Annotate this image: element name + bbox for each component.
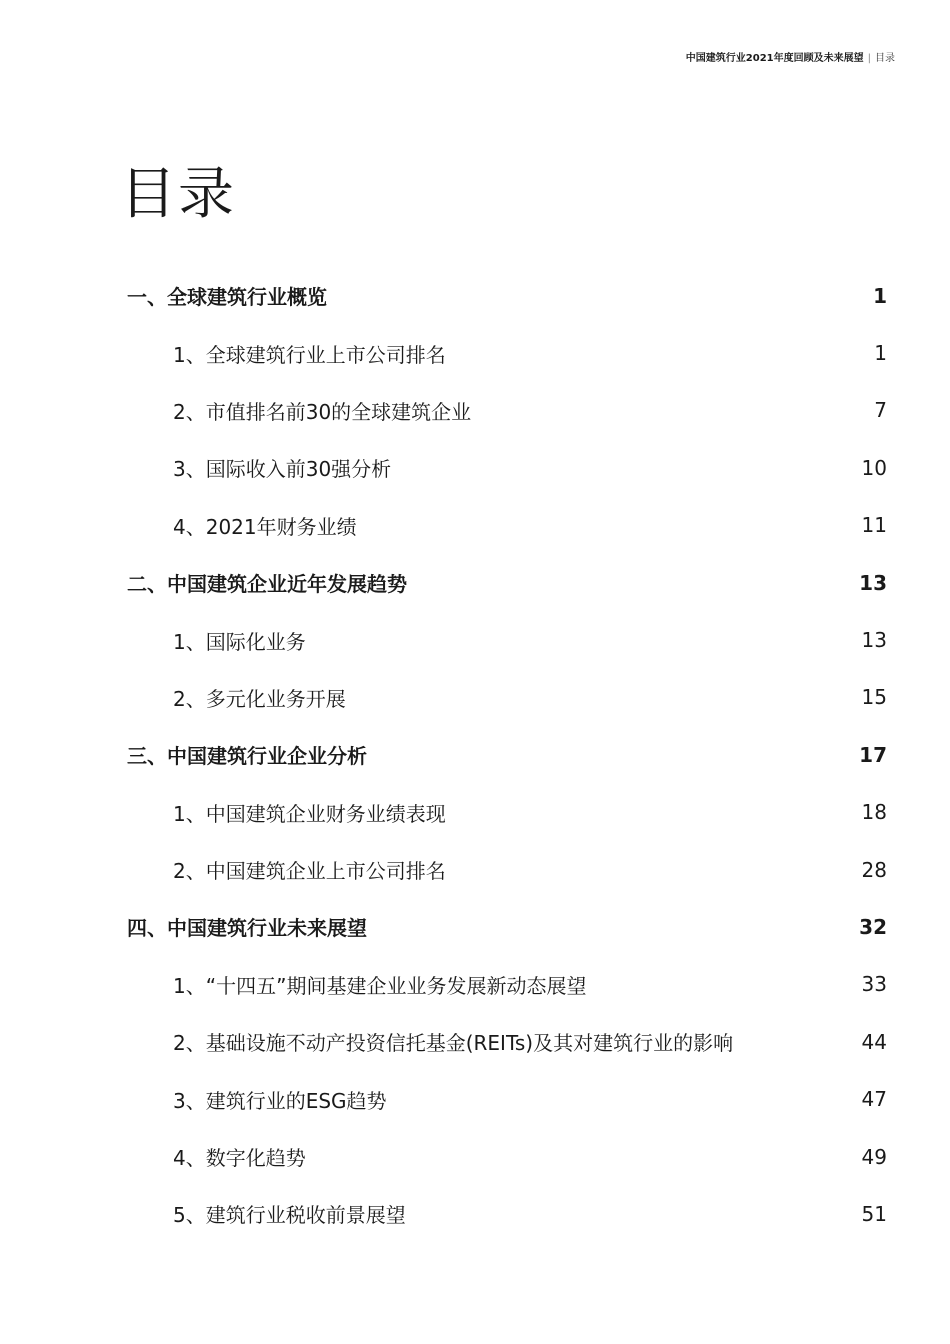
toc-entry[interactable]	[127, 841, 887, 898]
toc-entry-label: 1、国际化业务	[173, 629, 306, 654]
toc-entry-page: 17	[859, 742, 887, 767]
toc-entry-page: 33	[861, 972, 887, 997]
toc-entry[interactable]	[127, 497, 887, 554]
toc-entry-page: 28	[861, 857, 887, 882]
toc-entry-label: 5、建筑行业税收前景展望	[173, 1203, 406, 1228]
table-of-contents	[127, 267, 887, 1243]
toc-entry-page: 18	[861, 800, 887, 825]
toc-entry-label: 3、国际收入前30强分析	[173, 457, 392, 482]
toc-entry[interactable]	[127, 784, 887, 841]
header-section: 目录	[875, 53, 895, 64]
toc-entry[interactable]	[127, 1013, 887, 1070]
toc-entry-page: 13	[859, 570, 887, 595]
toc-entry-label: 3、建筑行业的ESG趋势	[173, 1088, 387, 1113]
toc-entry-label: 四、中国建筑行业未来展望	[127, 916, 367, 941]
toc-entry[interactable]	[127, 611, 887, 668]
toc-entry-label: 2、中国建筑企业上市公司排名	[173, 859, 446, 884]
page-title: 目录	[120, 162, 236, 227]
toc-entry-label: 一、全球建筑行业概览	[127, 285, 327, 310]
toc-entry[interactable]	[127, 554, 887, 611]
toc-entry-page: 44	[861, 1029, 887, 1054]
toc-entry-label: 1、中国建筑企业财务业绩表现	[173, 801, 446, 826]
toc-entry-page: 10	[861, 455, 887, 480]
header-separator: |	[867, 53, 871, 64]
toc-entry-page: 32	[859, 914, 887, 939]
toc-entry[interactable]	[127, 1070, 887, 1127]
toc-entry[interactable]	[127, 1128, 887, 1185]
toc-entry[interactable]	[127, 267, 887, 324]
toc-entry-page: 1	[874, 341, 887, 366]
running-header	[686, 52, 895, 66]
toc-entry-page: 13	[861, 628, 887, 653]
toc-entry-page: 47	[861, 1087, 887, 1112]
toc-entry-label: 4、2021年财务业绩	[173, 514, 357, 539]
toc-entry[interactable]	[127, 439, 887, 496]
toc-entry-label: 1、全球建筑行业上市公司排名	[173, 342, 446, 367]
toc-entry-label: 4、数字化趋势	[173, 1146, 306, 1171]
toc-entry[interactable]	[127, 324, 887, 381]
toc-entry-label: 2、基础设施不动产投资信托基金(REITs)及其对建筑行业的影响	[173, 1031, 734, 1056]
toc-entry-page: 51	[861, 1201, 887, 1226]
toc-entry-page: 11	[861, 513, 887, 538]
toc-entry-page: 15	[861, 685, 887, 710]
toc-entry[interactable]	[127, 898, 887, 955]
toc-entry-label: 2、多元化业务开展	[173, 686, 346, 711]
toc-entry-label: 三、中国建筑行业企业分析	[127, 744, 367, 769]
toc-entry[interactable]	[127, 726, 887, 783]
toc-entry-label: 二、中国建筑企业近年发展趋势	[127, 572, 407, 597]
toc-entry[interactable]	[127, 669, 887, 726]
toc-entry-page: 1	[873, 283, 887, 308]
toc-entry-label: 1、“十四五”期间基建企业业务发展新动态展望	[173, 973, 587, 998]
toc-entry[interactable]	[127, 382, 887, 439]
toc-entry-label: 2、市值排名前30的全球建筑企业	[173, 399, 472, 424]
header-doc-title: 中国建筑行业2021年度回顾及未来展望	[685, 53, 864, 64]
toc-entry[interactable]	[127, 1185, 887, 1242]
toc-entry[interactable]	[127, 956, 887, 1013]
toc-entry-page: 49	[861, 1144, 887, 1169]
toc-entry-page: 7	[874, 398, 887, 423]
